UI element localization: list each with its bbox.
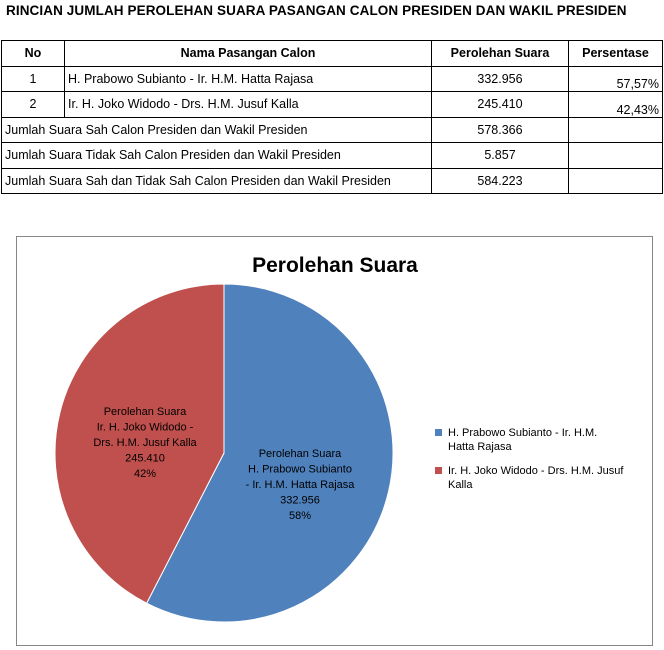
row-percentage: 57,57% xyxy=(569,66,663,92)
pie-chart xyxy=(16,236,653,646)
total-row xyxy=(2,143,663,169)
total-row xyxy=(2,168,663,194)
table-row xyxy=(2,66,663,92)
header-percentage: Persentase xyxy=(569,41,663,67)
slice-data-label-line: 332.956 xyxy=(280,494,320,507)
legend-label-line: Hatta Rajasa xyxy=(448,441,512,453)
slice-data-label-line: 245.410 xyxy=(125,452,165,465)
slice-data-label-line: Drs. H.M. Jusuf Kalla xyxy=(93,437,197,449)
slice-data-label-line: Ir. H. Joko Widodo - xyxy=(96,421,194,434)
legend-entry xyxy=(435,426,635,454)
legend-label-line: H. Prabowo Subianto - Ir. H.M. xyxy=(448,427,598,439)
table-row xyxy=(2,92,663,118)
slice-data-label-line: Perolehan Suara xyxy=(103,406,187,418)
chart-title: Perolehan Suara xyxy=(252,254,418,277)
slice-data-label-line: 58% xyxy=(288,510,312,522)
slice-data-label-line: 42% xyxy=(133,468,157,480)
total-row xyxy=(2,117,663,143)
row-percentage: 42,43% xyxy=(569,92,663,118)
row-votes: 245.410 xyxy=(432,92,569,118)
header-no: No xyxy=(2,41,65,67)
row-votes: 332.956 xyxy=(432,66,569,92)
row-name: Ir. H. Joko Widodo - Drs. H.M. Jusuf Kalla xyxy=(65,92,432,118)
row-name: H. Prabowo Subianto - Ir. H.M. Hatta Rajasa xyxy=(65,66,432,92)
total-label: Jumlah Suara Sah dan Tidak Sah Calon Presiden dan Wakil Presiden xyxy=(2,168,432,194)
legend-swatch xyxy=(435,467,442,474)
total-value: 584.223 xyxy=(432,168,569,194)
total-empty-cell xyxy=(569,143,663,169)
total-label: Jumlah Suara Tidak Sah Calon Presiden dan Wakil Presiden xyxy=(2,143,432,169)
total-label: Jumlah Suara Sah Calon Presiden dan Wakil Presiden xyxy=(2,117,432,143)
total-value: 578.366 xyxy=(432,117,569,143)
header-name: Nama Pasangan Calon xyxy=(65,41,432,67)
legend-entry xyxy=(435,464,635,492)
slice-data-label-line: - Ir. H.M. Hatta Rajasa xyxy=(245,479,355,491)
slice-data-label-line: Perolehan Suara xyxy=(258,448,342,460)
header-votes: Perolehan Suara xyxy=(432,41,569,67)
row-no: 2 xyxy=(2,92,65,118)
total-empty-cell xyxy=(569,117,663,143)
legend-label-line: Ir. H. Joko Widodo - Drs. H.M. Jusuf xyxy=(448,465,624,477)
table-header-row xyxy=(2,41,663,67)
total-empty-cell xyxy=(569,168,663,194)
chart-legend xyxy=(435,426,635,502)
page-title: RINCIAN JUMLAH PEROLEHAN SUARA PASANGAN CALON PRESIDEN DAN WAKIL PRESIDEN xyxy=(6,3,627,18)
legend-label-line: Kalla xyxy=(448,479,473,491)
legend-swatch xyxy=(435,429,442,436)
row-no: 1 xyxy=(2,66,65,92)
slice-data-label-line: H. Prabowo Subianto xyxy=(248,463,352,476)
vote-table xyxy=(1,40,663,194)
total-value: 5.857 xyxy=(432,143,569,169)
